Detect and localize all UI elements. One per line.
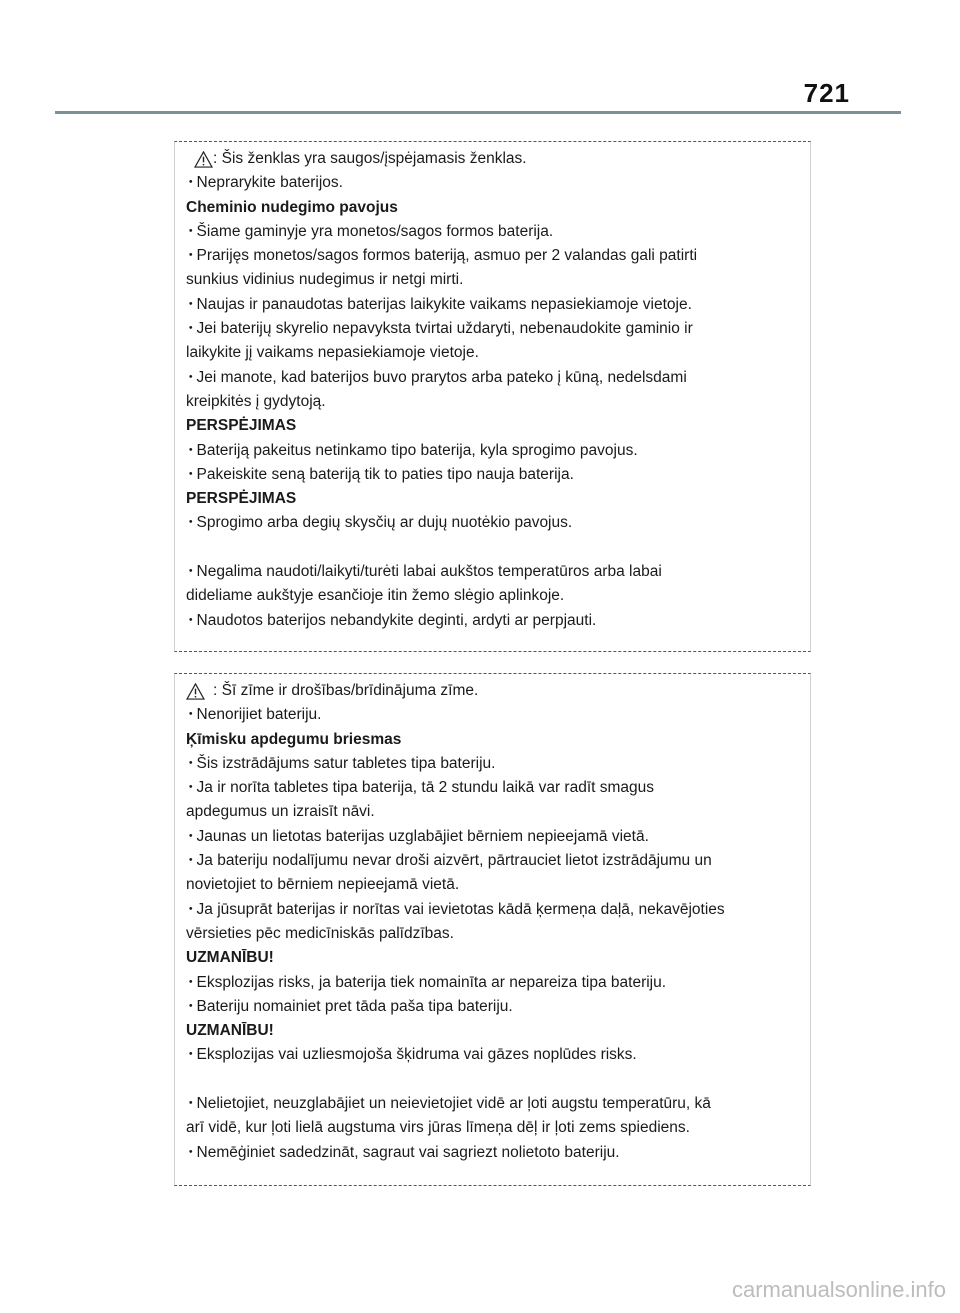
notice-line: ・ Bateriju nomainiet pret tāda paša tipa bateriju.: [186, 995, 802, 1019]
notice-line: sunkius vidinius nudegimus ir netgi mirti.: [186, 271, 464, 289]
warning-triangle-icon: [194, 151, 213, 168]
notice-line: ・ Naudotos baterijos nebandykite deginti, ardyti ar perpjauti.: [186, 609, 802, 633]
warning-symbol-text: : Šis ženklas yra saugos/įspėjamasis ženklas.: [213, 150, 527, 167]
notice-line: ・ Šiame gaminyje yra monetos/sagos formos baterija.: [186, 220, 802, 244]
section-heading: PERSPĖJIMAS: [186, 417, 297, 435]
box-content: [175, 142, 810, 633]
notice-line: kreipkitės į gydytoją.: [186, 392, 326, 410]
warning-triangle-icon: [186, 683, 205, 700]
notice-line: ・ Neprarykite baterijos.: [186, 171, 802, 195]
warning-symbol-text: : Šī zīme ir drošības/brīdinājuma zīme.: [213, 682, 479, 699]
notice-line: ・ Nelietojiet, neuzglabājiet un neievietojiet vidē ar ļoti augstu temperatūru, kā: [186, 1092, 802, 1116]
latvian-warning-box: [174, 673, 811, 1186]
box-content: [175, 674, 810, 1165]
notice-line: novietojiet to bērniem nepieejamā vietā.: [186, 876, 460, 894]
lithuanian-warning-box: [174, 141, 811, 652]
notice-line: ・ Ja jūsuprāt baterijas ir norītas vai ievietotas kādā ķermeņa daļā, nekavējoties: [186, 898, 802, 922]
notice-line: ・ Jaunas un lietotas baterijas uzglabājiet bērniem nepieejamā vietā.: [186, 825, 802, 849]
notice-line: ・ Eksplozijas risks, ja baterija tiek nomainīta ar nepareiza tipa bateriju.: [186, 971, 802, 995]
header-rule: [55, 111, 901, 114]
notice-line: ・ Jei baterijų skyrelio nepavyksta tvirtai uždaryti, nebenaudokite gaminio ir: [186, 317, 802, 341]
warning-symbol-line: [186, 147, 802, 171]
section-heading: UZMANĪBU!: [186, 949, 274, 967]
notice-line: ・ Nenorijiet bateriju.: [186, 703, 802, 727]
notice-line: laikykite jį vaikams nepasiekiamoje vietoje.: [186, 344, 479, 362]
notice-line: ・ Prarijęs monetos/sagos formos bateriją, asmuo per 2 valandas gali patirti: [186, 244, 802, 268]
blank-line: [186, 1068, 802, 1092]
notice-line: arī vidē, kur ļoti lielā augstuma virs jūras līmeņa dēļ ir ļoti zems spiediens.: [186, 1119, 690, 1137]
notice-line: ・ Sprogimo arba degių skysčių ar dujų nuotėkio pavojus.: [186, 511, 802, 535]
notice-line: ・ Pakeiskite seną bateriją tik to paties tipo nauja baterija.: [186, 463, 802, 487]
notice-line: ・ Šis izstrādājums satur tabletes tipa bateriju.: [186, 752, 802, 776]
notice-line: ・ Jei manote, kad baterijos buvo prarytos arba pateko į kūną, nedelsdami: [186, 366, 802, 390]
notice-line: ・ Nemēģiniet sadedzināt, sagraut vai sagriezt nolietoto bateriju.: [186, 1141, 802, 1165]
page-number: 721: [803, 78, 850, 108]
watermark: carmanualsonline.info: [731, 1277, 946, 1302]
notice-line: ・ Eksplozijas vai uzliesmojoša šķidruma vai gāzes noplūdes risks.: [186, 1043, 802, 1067]
section-heading: Ķīmisku apdegumu briesmas: [186, 730, 402, 748]
notice-line: ・ Negalima naudoti/laikyti/turėti labai aukštos temperatūros arba labai: [186, 560, 802, 584]
notice-line: ・ Bateriją pakeitus netinkamo tipo baterija, kyla sprogimo pavojus.: [186, 439, 802, 463]
notice-line: ・ Ja bateriju nodalījumu nevar droši aizvērt, pārtrauciet lietot izstrādājumu un: [186, 849, 802, 873]
section-heading: Cheminio nudegimo pavojus: [186, 198, 398, 216]
notice-line: ・ Ja ir norīta tabletes tipa baterija, tā 2 stundu laikā var radīt smagus: [186, 776, 802, 800]
section-heading: UZMANĪBU!: [186, 1022, 274, 1040]
blank-line: [186, 536, 802, 560]
section-heading: PERSPĖJIMAS: [186, 490, 297, 508]
notice-lines: [186, 703, 802, 1165]
notice-line: ・ Naujas ir panaudotas baterijas laikykite vaikams nepasiekiamoje vietoje.: [186, 293, 802, 317]
notice-lines: [186, 171, 802, 633]
warning-symbol-line: [186, 679, 802, 703]
notice-line: apdegumus un izraisīt nāvi.: [186, 803, 375, 821]
notice-line: vērsieties pēc medicīniskās palīdzības.: [186, 924, 454, 942]
notice-line: dideliame aukštyje esančioje itin žemo slėgio aplinkoje.: [186, 587, 565, 605]
